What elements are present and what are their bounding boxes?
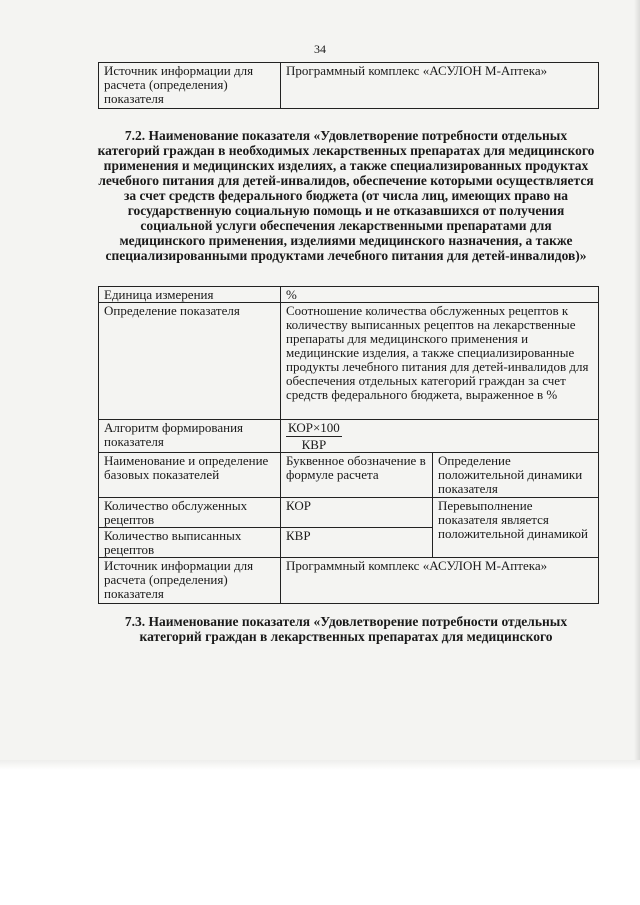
formula xyxy=(286,421,342,452)
base-header-dynamics: Определение положительной динамики показателя xyxy=(433,453,599,498)
table-row xyxy=(99,558,599,604)
definition-value: Соотношение количества обслуженных рецептов к количеству выписанных рецептов на лекарственные препараты для медицинского применения и медицинские изделия, а также специализированные продукты лечебного питания для детей-инвалидов для обеспечения отдельных категорий граждан за счет средств федерального бюджета, выраженное в % xyxy=(281,303,599,420)
table-row xyxy=(99,303,599,420)
scan-bottom-edge xyxy=(0,760,640,770)
page-number: 34 xyxy=(314,42,326,56)
source-label: Источник информации для расчета (определения) показателя xyxy=(99,558,281,604)
scan-edge-shadow xyxy=(634,0,640,768)
formula-denominator: КВР xyxy=(301,437,327,452)
dynamics-value: Перевыполнение показателя является положительной динамикой xyxy=(433,498,599,558)
table-row xyxy=(99,453,599,498)
formula-numerator: КОР×100 xyxy=(288,420,340,435)
formula-cell xyxy=(281,420,599,453)
row1-name: Количество обслуженных рецептов xyxy=(99,498,281,528)
unit-label: Единица измерения xyxy=(99,287,281,303)
section-7-3-heading: 7.3. Наименование показателя «Удовлетворение потребности отдельных категорий граждан в лекарственных препаратах для медицинского xyxy=(124,614,568,644)
definition-label: Определение показателя xyxy=(99,303,281,420)
section-7-2-heading: 7.2. Наименование показателя «Удовлетворение потребности отдельных категорий граждан в необходимых лекарственных препаратах для медицинского применения и медицинских изделиях, а также специализированных продуктах лечебного питания для детей-инвалидов, обеспечение которыми осуществляется за счет средств федерального бюджета (от числа лиц, имеющих право на государственную социальную помощь и не отказавшихся от получения социальной услуги обеспечения лекарственными препаратами для медицинского применения, изделиями медицинского назначения, а также специализированными продуктами лечебного питания для детей-инвалидов)» xyxy=(97,128,595,263)
algorithm-label: Алгоритм формирования показателя xyxy=(99,420,281,453)
row2-symbol: КВР xyxy=(281,528,433,558)
table-row xyxy=(99,420,599,453)
unit-value: % xyxy=(281,287,599,303)
indicator-table xyxy=(98,286,599,604)
base-header-symbol: Буквенное обозначение в формуле расчета xyxy=(281,453,433,498)
source-value: Программный комплекс «АСУЛОН М-Аптека» xyxy=(281,558,599,604)
table-row xyxy=(99,63,599,109)
base-header-name: Наименование и определение базовых показателей xyxy=(99,453,281,498)
source-value: Программный комплекс «АСУЛОН М-Аптека» xyxy=(281,63,599,109)
row2-name: Количество выписанных рецептов xyxy=(99,528,281,558)
source-table-top xyxy=(98,62,599,109)
row1-symbol: КОР xyxy=(281,498,433,528)
table-row xyxy=(99,287,599,303)
table-row xyxy=(99,498,599,528)
source-label: Источник информации для расчета (определения) показателя xyxy=(99,63,281,109)
